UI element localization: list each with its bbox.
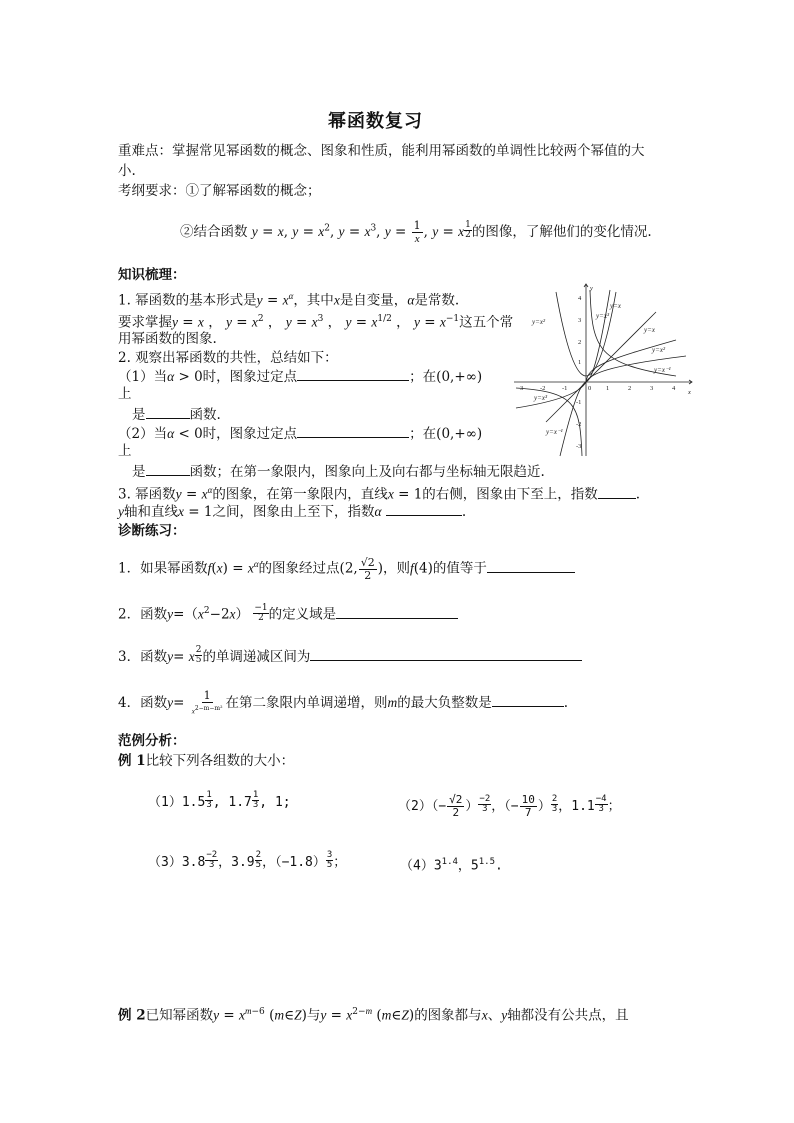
- svg-text:y=x²: y=x²: [532, 318, 546, 326]
- svg-text:0: 0: [588, 385, 592, 392]
- knowledge-heading: 知识梳理：: [118, 267, 186, 283]
- key-points-line2: 小.: [118, 163, 136, 179]
- key-points-line1: 重难点：掌握常见幂函数的概念、图象和性质，能利用幂函数的单调性比较两个幂值的大: [118, 143, 645, 159]
- svg-text:-3: -3: [576, 443, 582, 450]
- knowledge-item-2-1-b: 上: [118, 386, 132, 402]
- page-title: 幂函数复习: [328, 111, 423, 132]
- example-1-prompt: 例 1比较下列各组数的大小：: [118, 753, 295, 769]
- svg-text:-2: -2: [540, 385, 546, 392]
- diagnosis-heading: 诊断练习：: [118, 523, 186, 539]
- svg-text:y=x³: y=x³: [596, 312, 610, 320]
- example-1-part-1: （1）1.5 $\frac{1}{3}$ , 1.7 $\frac{1}{3}$ , 1;: [148, 790, 291, 810]
- syllabus-requirement-1: 考纲要求：①了解幂函数的概念；: [118, 183, 321, 199]
- example-2-prompt: 例 2已知幂函数$y = x^{m-6}$ (m∈Z)与$y = x^{2-m}$ (m∈Z)的图象都与x、y轴都没有公共点，且: [118, 1006, 629, 1024]
- knowledge-item-1-line3: 用幂函数的图象.: [118, 331, 217, 347]
- svg-text:y=x: y=x: [610, 302, 621, 310]
- examples-heading: 范例分析：: [118, 733, 186, 749]
- diagnosis-question-3: 3．函数y= x $\frac{2}{5}$ 的单调递减区间为: [118, 647, 582, 674]
- svg-text:3: 3: [578, 317, 582, 324]
- power-function-graph: [506, 280, 696, 460]
- knowledge-item-2-1: （1）当α > 0时，图象过定点 ；在(0,+∞): [118, 369, 483, 385]
- svg-text:1: 1: [606, 385, 610, 392]
- example-1-part-4: $(4)3^{1.4}$，$5^{1.5}$.: [400, 857, 503, 874]
- svg-text:-3: -3: [518, 385, 524, 392]
- example-1-part-2: （2）（− $\frac{√2}{2}$ ） $\frac{-2}{3}$ ，（− $\frac{10}{7}$ ） $\frac{2}{3}$ ，1.1 $\frac{-4}{3}$ ；: [398, 793, 621, 819]
- svg-text:3: 3: [650, 385, 654, 392]
- knowledge-item-2-2-c: 是 函数；在第一象限内，图象向上及向右都与坐标轴无限趋近.: [132, 464, 545, 480]
- diagnosis-question-1: 1．如果幂函数$f(x) = x^\alpha$的图象经过点(2, $\frac{√2}{2}$ )，则f(4)的值等于: [118, 556, 575, 582]
- example-1-part-3: （3）3.8 $\frac{-2}{3}$ ，3.9 $\frac{2}{5}$ ，（−1.8） $\frac{3}{5}$ ；: [148, 850, 347, 870]
- knowledge-item-1: 1. 幂函数的基本形式是$y = x^\alpha$，其中x是自变量，α是常数.: [118, 291, 460, 309]
- knowledge-item-2-2-b: 上: [118, 443, 132, 459]
- svg-text:y=x: y=x: [644, 326, 655, 334]
- svg-text:2: 2: [578, 339, 582, 346]
- svg-text:y=x²: y=x²: [652, 346, 666, 354]
- diagnosis-question-4: 4．函数y= $\frac{1}{x^{2-m-m^2}}$ 在第二象限内单调递增，则m的最大负整数是 .: [118, 689, 569, 716]
- svg-text:y=x⁻¹: y=x⁻¹: [546, 428, 563, 436]
- svg-text:y=x³: y=x³: [534, 394, 548, 402]
- svg-text:x: x: [688, 389, 691, 396]
- knowledge-item-2-2: （2）当α < 0时，图象过定点 ；在(0,+∞): [118, 426, 483, 442]
- knowledge-item-3: 3. 幂函数$y = x^\alpha$的图象，在第一象限内，直线x = 1的右侧，图象由下至上，指数 .: [118, 485, 641, 503]
- syllabus-requirement-2: ②结合函数 y = x, $y = x^2$, $y = x^3$, y = $\frac{1}{x}$ , y = x $\frac{1}{2}$ 的图像，了解他们的变化情况.: [180, 219, 652, 245]
- knowledge-item-2-1-c: 是 函数.: [132, 407, 221, 423]
- svg-text:2: 2: [628, 385, 632, 392]
- svg-text:y: y: [590, 285, 593, 292]
- svg-text:4: 4: [672, 385, 676, 392]
- knowledge-item-1-line2: 要求掌握y = x ， $y = x^2$ ， $y = x^3$ ， $y = x^{1/2}$ ， $y = x^{-1}$这五个常: [118, 314, 514, 331]
- svg-text:1: 1: [578, 359, 582, 366]
- svg-text:4: 4: [578, 295, 582, 302]
- svg-text:-1: -1: [562, 385, 568, 392]
- diagnosis-question-2: 2．函数$y=(x^2-2x)$ $\frac{-1}{2}$ 的定义域是: [118, 603, 458, 632]
- knowledge-item-3-line2: y轴和直线x = 1之间，图象由上至下，指数α .: [118, 504, 467, 520]
- svg-text:-2: -2: [576, 421, 582, 428]
- svg-text:-1: -1: [576, 399, 582, 406]
- knowledge-item-2: 2. 观察出幂函数的共性，总结如下：: [118, 350, 338, 366]
- svg-text:y=x⁻¹: y=x⁻¹: [654, 366, 671, 374]
